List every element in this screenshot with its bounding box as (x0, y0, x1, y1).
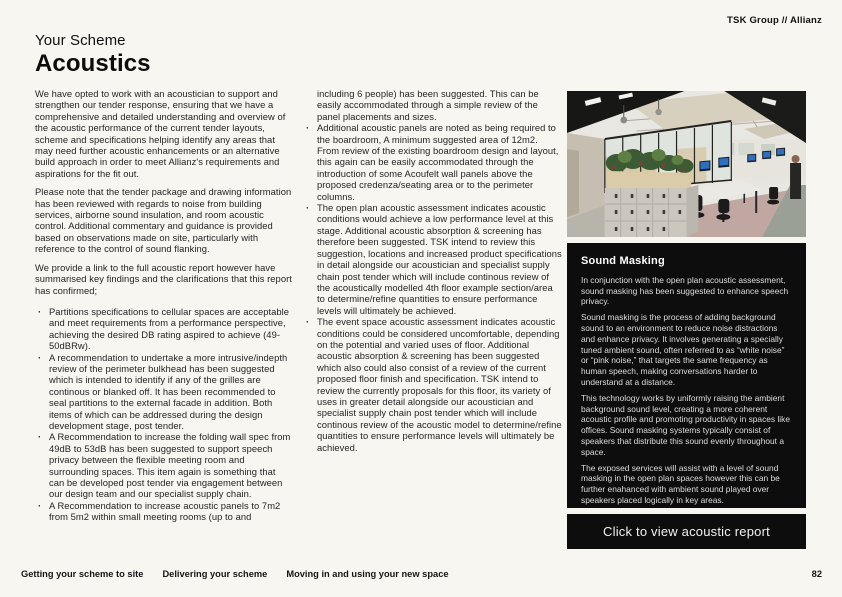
panel-paragraph: Sound masking is the process of adding background sound to an environment to reduce noise distractions and enhance privacy. It involves generating a specially tuned ambient sound, often referred to as “white noise” or “pink noise,” that targets the same frequency as human speech, making conversations harder to understand at a distance. (581, 312, 785, 387)
finding-item-continuation: including 6 people) has been suggested. This can be easily accommodated through a simple review of the panel placements and sizes. (317, 88, 539, 122)
findings-list-left (35, 306, 292, 523)
intro-paragraph: We have opted to work with an acoustician to support and strengthen our tender response, ensuring that we have a comprehensive and detailed understanding and overview of the acoustic performance of the current tender layouts, scheme and specifications helping identify any areas that may need further acoustic enhancements or an alternative build approach in order to meet Allianz's requirements and aspirations for the fit out. (35, 88, 286, 179)
footer-nav-delivering-your-scheme[interactable]: Delivering your scheme (162, 569, 268, 579)
intro-paragraph: Please note that the tender package and drawing information has been reviewed with regards to noise from building services, airborne sound insulation, and room acoustic control. Additional commentary and guidance is provided based on observations made on site, particularly with reference to the control of sound flanking. (35, 186, 292, 255)
finding-item: · The open plan acoustic assessment indicates acoustic conditions would achieve a low performance level at this stage. Additional acoustic absorption & screening has therefore been suggested. TSK intend to review this suggestion, locations and increased product specifications in detail alongside our acoustician and specialist supply chain post tender which will include continous review of the acoustically modelled 4th floor example section/area to determine/refine quantities to ensure performance levels will ultimately be achieved. (303, 202, 562, 316)
sound-masking-panel (567, 243, 806, 508)
panel-title: Sound Masking (581, 255, 665, 267)
page-eyebrow: Your Scheme (35, 32, 126, 49)
finding-item: · A recommendation to undertake a more intrusive/indepth review of the perimeter bulkhead has been suggested which is intended to identify if any of the grilles are continous or blanked off. It has been recommended to seal partitions to the external facade in addition. Both items of which can be addressed during the design development stage, post tender. (35, 352, 292, 432)
right-rail (567, 91, 806, 237)
finding-item: · Additional acoustic panels are noted as being required to the boardroom, A minimum suggested area of 12m2. From review of the existing boardroom design and layout, this again can be easily accommodated through the introduction of some Acoufelt wall panels above the proposed credenza/seating area or to the perimeter columns. (303, 122, 562, 202)
office-interior-photo (567, 91, 806, 237)
finding-item: · The event space acoustic assessment indicates acoustic conditions could be considered uncomfortable, depending on the potential and varied uses of floor. Additional acoustic absorption & screening has been suggested which also could also consist of a review of the current proposed floor finish and specification. TSK intend to review the currently proposals for this floor, its variety of uses in greater detail alongside our acoustician and specialist supply chain post tender which will include continous review of the acoustic model to determine/refine quantities to ensure performance levels will ultimately be achieved. (303, 316, 562, 453)
intro-paragraph: We provide a link to the full acoustic report however have summarised key findings and the clarifications that this report has confirmed; (35, 261, 292, 296)
footer-nav-moving-in[interactable]: Moving in and using your new space (286, 569, 449, 579)
brand-logo: TSK Group // Allianz (727, 15, 822, 26)
text-column-right (303, 88, 562, 453)
finding-item: · Partitions specifications to cellular spaces are acceptable and meet requirements from a performance perspective, achieving the desired DB rating aspired to achieve (49-50dBRw). (35, 306, 292, 352)
footer-nav-getting-scheme-to-site[interactable]: Getting your scheme to site (21, 569, 144, 579)
footer-nav (21, 569, 449, 579)
page-title: Acoustics (35, 50, 151, 77)
panel-paragraph: The exposed services will assist with a level of sound masking in the open plan spaces however this can be further enahanced with ambient sound played over speakers placed logically in key areas. (581, 462, 780, 505)
findings-list-right (303, 88, 562, 453)
text-column-left (35, 88, 292, 523)
panel-paragraph: This technology works by uniformly raising the ambient background sound level, creating a more coherent acoustic profile and promoting productivity in spaces like offices. Sound masking systems typically consist of speakers that distribute this sound evenly throughout a space. (581, 392, 791, 457)
page-number: 82 (811, 569, 822, 579)
footer (0, 569, 842, 589)
panel-paragraph: In conjunction with the open plan acoustic assessment, sound masking has been suggested to enhance speech privacy. (581, 274, 789, 307)
finding-item: · A Recommendation to increase acoustic panels to 7m2 from 5m2 within small meeting rooms (up to and (35, 500, 292, 523)
title-block (35, 32, 151, 78)
view-acoustic-report-button[interactable]: Click to view acoustic report (567, 514, 806, 549)
finding-item: · A Recommendation to increase the folding wall spec from 49dB to 53dB has been suggested to support speech privacy between the flexible meeting room and surrounding spaces. This item again is something that can be developed post tender via engagement between our design team and our specialist supply chain. (35, 431, 292, 499)
